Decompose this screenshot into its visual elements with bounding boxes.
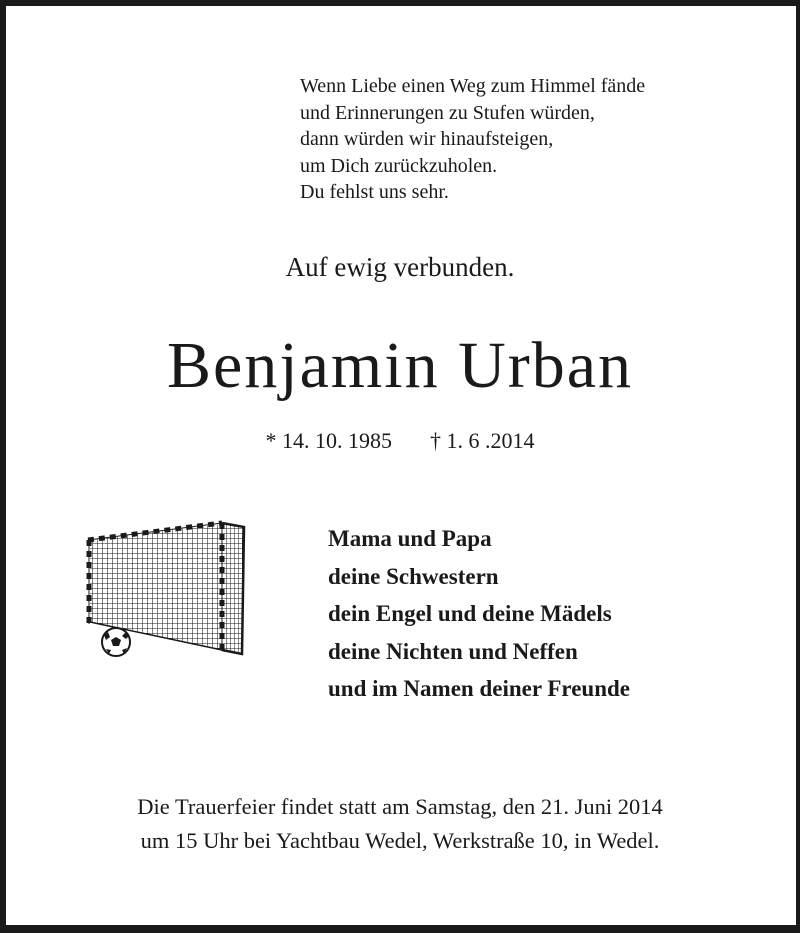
poem (300, 73, 645, 206)
mourners-list (328, 520, 630, 708)
service-line: Die Trauerfeier findet statt am Samstag, den 21. Juni 2014 (137, 794, 663, 819)
soccer-goal-with-ball-icon (82, 518, 250, 660)
death-date: † 1. 6 .2014 (430, 428, 535, 453)
subtitle: Auf ewig verbunden. (285, 252, 515, 282)
service-line: um 15 Uhr bei Yachtbau Wedel, Werkstraße 10, in Wedel. (140, 828, 660, 853)
life-dates (0, 428, 800, 454)
soccer-ball-icon (102, 628, 130, 656)
mourner-line: deine Schwestern (328, 563, 499, 589)
poem-line: um Dich zurückzuholen. (300, 154, 498, 177)
poem-line: dann würden wir hinaufsteigen, (300, 128, 554, 150)
mourner-line: und im Namen deiner Freunde (328, 676, 631, 701)
poem-line: Wenn Liebe einen Weg zum Himmel fände (300, 75, 646, 97)
poem-line: und Erinnerungen zu Stufen würden, (300, 101, 595, 124)
deceased-name: Benjamin Urban (166, 329, 634, 402)
birth-date: * 14. 10. 1985 (265, 428, 392, 453)
mourner-line: deine Nichten und Neffen (328, 638, 578, 664)
poem-line: Du fehlst uns sehr. (300, 181, 449, 203)
funeral-service-info (0, 790, 800, 858)
mourner-line: dein Engel und deine Mädels (328, 601, 612, 626)
mourner-line: Mama und Papa (328, 526, 492, 551)
